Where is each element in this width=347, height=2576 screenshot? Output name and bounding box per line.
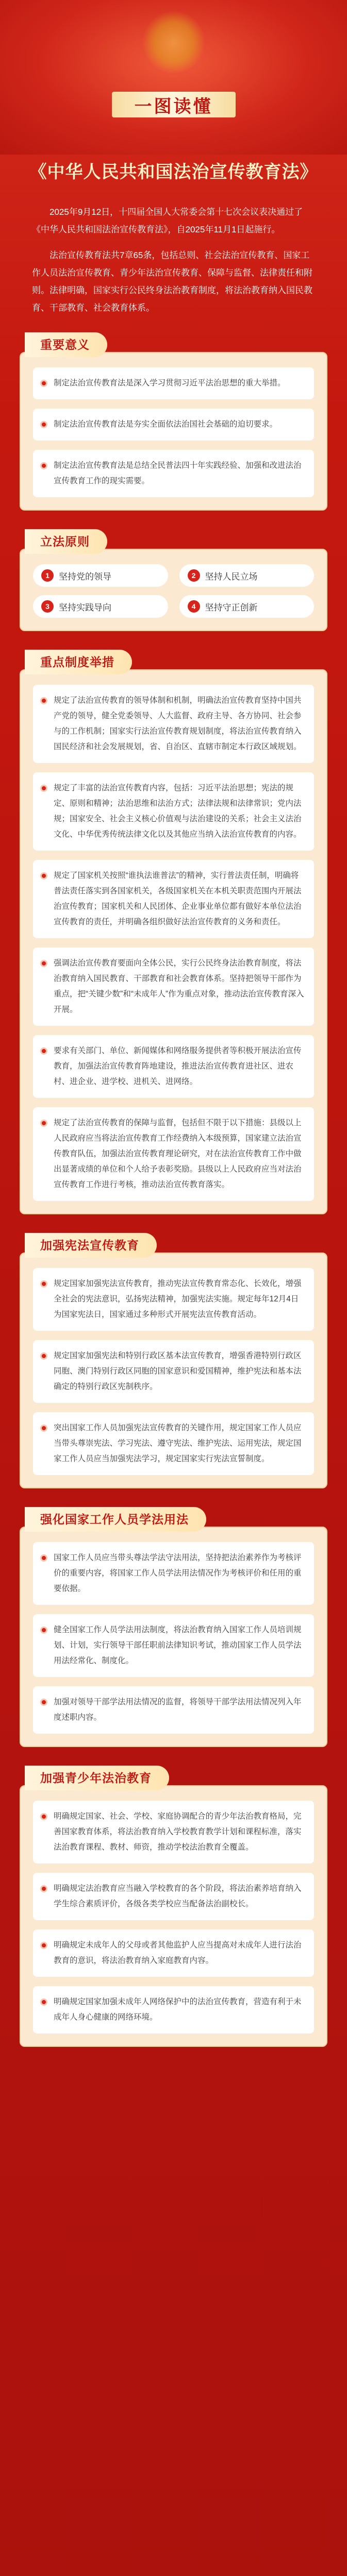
number-badge: 3 bbox=[41, 600, 54, 613]
section-title-banner bbox=[25, 650, 132, 674]
list-item bbox=[33, 367, 314, 399]
bullet-dot-icon bbox=[40, 380, 47, 387]
item-text: 突出国家工作人员加强宪法宣传教育的关键作用，规定国家工作人员应当带头尊崇宪法、学习宪法、遵守宪法、维护宪法、运用宪法，规定国家工作人员应当加强宪法学习，规定国家实行宪法宣誓制度。 bbox=[54, 1423, 302, 1463]
item-text: 规定国家加强宪法宣传教育，推动宪法宣传教育常态化、长效化，增强全社会的宪法意识，弘扬宪法精神，加强宪法实施。规定每年12月4日为国家宪法日，国家通过多种形式开展宪法宣传教育活动。 bbox=[54, 1279, 302, 1319]
principle-text: 坚持党的领导 bbox=[59, 571, 111, 582]
principle-item bbox=[33, 564, 168, 587]
section-measures bbox=[20, 650, 327, 1214]
bullet-dot-icon bbox=[40, 1425, 47, 1432]
section-card bbox=[20, 669, 327, 1214]
item-text: 健全国家工作人员学法用法制度，将法治教育纳入国家工作人员培训规划、计划，实行领导干部任职前法律知识考试，推动国家工作人员学法用法经常化、制度化。 bbox=[54, 1625, 302, 1665]
bullet-dot-icon bbox=[40, 1885, 47, 1892]
intro bbox=[0, 183, 347, 317]
list-item bbox=[33, 1873, 314, 1920]
section-constitution bbox=[20, 1233, 327, 1488]
bullet-dot-icon bbox=[40, 960, 47, 967]
item-text: 规定了法治宣传教育的领导体制和机制，明确法治宣传教育坚持中国共产党的领导，健全党委领导、人大监督、政府主导、各方协同、社会参与的工作机制；国家实行法治宣传教育规划制度，将法治宣传教育纳入国民经济和社会发展规划，省、自治区、直辖市制定本行政区域规划。 bbox=[54, 696, 302, 751]
section-title-banner bbox=[25, 332, 107, 357]
section-youth bbox=[20, 1766, 327, 2047]
list-item bbox=[33, 685, 314, 763]
item-text: 规定了国家机关按照“谁执法谁普法”的精神，实行普法责任制，明确将普法责任落实到各国家机关，各级国家机关在本机关职责范围内开展法治宣传教育；国家机关和人民团体、企业事业单位都有做好本单位法治宣传教育的责任，并明确各组织做好法治宣传教育的义务和责任。 bbox=[54, 871, 302, 926]
section-title: 加强青少年法治教育 bbox=[40, 1771, 152, 1785]
item-text: 明确规定法治教育应当融入学校教育的各个阶段，将法治素养培育纳入学生综合素质评价，各级各类学校应当配备法治副校长。 bbox=[54, 1884, 302, 1908]
law-title: 《中华人民共和国法治宣传教育法》 bbox=[29, 163, 318, 182]
principle-text: 坚持人民立场 bbox=[205, 571, 258, 582]
bullet-dot-icon bbox=[40, 1626, 47, 1634]
principle-item bbox=[33, 595, 168, 618]
list-item bbox=[33, 1107, 314, 1201]
bullet-dot-icon bbox=[40, 421, 47, 428]
bullet-dot-icon bbox=[40, 872, 47, 879]
banner-text: 一图读懂 bbox=[134, 97, 213, 116]
item-text: 制定法治宣传教育法是总结全民普法四十年实践经验、加强和改进法治宣传教育工作的现实需要。 bbox=[54, 461, 302, 485]
number-badge: 2 bbox=[188, 569, 200, 582]
section-card bbox=[20, 549, 327, 631]
list-item bbox=[33, 1340, 314, 1403]
section-card bbox=[20, 1527, 327, 1747]
principle-item bbox=[179, 595, 315, 618]
list-item bbox=[33, 1542, 314, 1605]
list-item bbox=[33, 947, 314, 1026]
list-item bbox=[33, 409, 314, 440]
section-card bbox=[20, 1252, 327, 1488]
list-item bbox=[33, 1686, 314, 1734]
item-text: 明确规定国家、社会、学校、家庭协调配合的青少年法治教育格局，完善国家教育体系，将法治教育纳入学校教育教学计划和课程标准，落实法治教育课程、教材、师资，推动学校法治教育全覆盖。 bbox=[54, 1812, 302, 1852]
national-emblem-icon bbox=[143, 11, 205, 73]
section-title: 加强宪法宣传教育 bbox=[40, 1239, 139, 1252]
section-title-banner bbox=[25, 1507, 206, 1532]
list-item bbox=[33, 450, 314, 497]
list-item bbox=[33, 1929, 314, 1977]
item-text: 加强对领导干部学法用法情况的监督，将领导干部学法用法情况列入年度述职内容。 bbox=[54, 1698, 302, 1722]
bullet-dot-icon bbox=[40, 1813, 47, 1820]
section-title-banner bbox=[25, 1766, 169, 1790]
section-title: 重要意义 bbox=[40, 338, 90, 351]
banner-ribbon bbox=[112, 92, 236, 117]
bullet-dot-icon bbox=[40, 1047, 47, 1055]
item-text: 明确规定未成年人的父母或者其他监护人应当提高对未成年人进行法治教育的意识，将法治教育纳入家庭教育内容。 bbox=[54, 1941, 302, 1965]
bullet-dot-icon bbox=[40, 1120, 47, 1127]
bullet-dot-icon bbox=[40, 1699, 47, 1706]
section-card bbox=[20, 1785, 327, 2047]
list-item bbox=[33, 1035, 314, 1098]
section-principles bbox=[20, 529, 327, 631]
item-text: 国家工作人员应当带头尊法学法守法用法，坚持把法治素养作为考核评价的重要内容，将国家工作人员学法用法情况作为考核评价和任用的重要依据。 bbox=[54, 1553, 302, 1593]
item-text: 要求有关部门、单位、新闻媒体和网络服务提供者等积极开展法治宣传教育，加强法治宣传教育阵地建设，推进法治宣传教育进社区、进农村、进企业、进学校、进机关、进网络。 bbox=[54, 1046, 302, 1086]
bullet-dot-icon bbox=[40, 462, 47, 469]
item-text: 规定国家加强宪法和特别行政区基本法宣传教育，增强香港特别行政区同胞、澳门特别行政区同胞的国家意识和爱国精神，维护宪法和基本法确定的特别行政区宪制秩序。 bbox=[54, 1351, 302, 1391]
list-item bbox=[33, 1801, 314, 1863]
item-text: 制定法治宣传教育法是夯实全面依法治国社会基础的迫切要求。 bbox=[54, 420, 278, 429]
section-title-banner bbox=[25, 529, 107, 554]
item-text: 制定法治宣传教育法是深入学习贯彻习近平法治思想的重大举措。 bbox=[54, 379, 286, 387]
principles-grid bbox=[33, 564, 314, 618]
list-item bbox=[33, 1614, 314, 1677]
section-title: 重点制度举措 bbox=[40, 655, 114, 669]
header bbox=[0, 0, 347, 155]
item-text: 规定了法治宣传教育的保障与监督，包括但不限于以下措施：县级以上人民政府应当将法治宣传教育工作经费纳入本级预算，国家建立法治宣传教育队伍，加强法治宣传教育理论研究，对在法治宣传教育工作中做出显著成绩的单位和个人给予表彰奖励。县级以上人民政府应当对法治宣传教育工作进行考核，推动法治宣传教育落实。 bbox=[54, 1118, 302, 1189]
list-item bbox=[33, 1986, 314, 2033]
principle-text: 坚持守正创新 bbox=[205, 602, 258, 613]
list-item bbox=[33, 1268, 314, 1331]
item-text: 明确规定国家加强未成年人网络保护中的法治宣传教育，营造有利于未成年人身心健康的网络环境。 bbox=[54, 1997, 302, 2022]
item-text: 规定了丰富的法治宣传教育内容，包括：习近平法治思想；宪法的规定、原则和精神；法治思维和法治方式；法律法规和法律常识；党内法规；国家安全、社会主义核心价值观与法治建设的关系；社会主义法治文化、中华优秀传统法律文化以及其他应当纳入法治宣传教育的内容。 bbox=[54, 784, 302, 839]
section-title-banner bbox=[25, 1233, 157, 1258]
bullet-dot-icon bbox=[40, 1554, 47, 1562]
bullet-dot-icon bbox=[40, 1998, 47, 2006]
section-significance bbox=[20, 332, 327, 511]
principle-text: 坚持实践导向 bbox=[59, 602, 111, 613]
list-item bbox=[33, 772, 314, 851]
number-badge: 4 bbox=[188, 600, 200, 613]
intro-paragraph: 法治宣传教育法共7章65条，包括总则、社会法治宣传教育、国家工作人员法治宣传教育、青少年法治宣传教育、保障与监督、法律责任和附则。法律明确，国家实行公民终身法治教育制度，将法治教育纳入国民教育、干部教育、社会教育体系。 bbox=[32, 250, 312, 313]
bullet-dot-icon bbox=[40, 1942, 47, 1949]
principle-item bbox=[179, 564, 315, 587]
number-badge: 1 bbox=[41, 569, 54, 582]
bullet-dot-icon bbox=[40, 1352, 47, 1360]
bullet-dot-icon bbox=[40, 1280, 47, 1287]
section-officials bbox=[20, 1507, 327, 1747]
list-item bbox=[33, 860, 314, 938]
list-item bbox=[33, 1412, 314, 1475]
section-title: 立法原则 bbox=[40, 535, 90, 548]
bullet-dot-icon bbox=[40, 785, 47, 792]
intro-paragraph: 2025年9月12日，十四届全国人大常委会第十七次会议表决通过了《中华人民共和国法治宣传教育法》，自2025年11月1日起施行。 bbox=[32, 207, 303, 234]
section-title: 强化国家工作人员学法用法 bbox=[40, 1513, 189, 1526]
item-text: 强调法治宣传教育要面向全体公民，实行公民终身法治教育制度，将法治教育纳入国民教育、干部教育和社会教育体系。坚持把领导干部作为重点，把“关键少数”和“未成年人”作为重点对象，推动法治宣传教育深入开展。 bbox=[54, 959, 304, 1014]
section-card bbox=[20, 352, 327, 511]
bullet-dot-icon bbox=[40, 697, 47, 704]
